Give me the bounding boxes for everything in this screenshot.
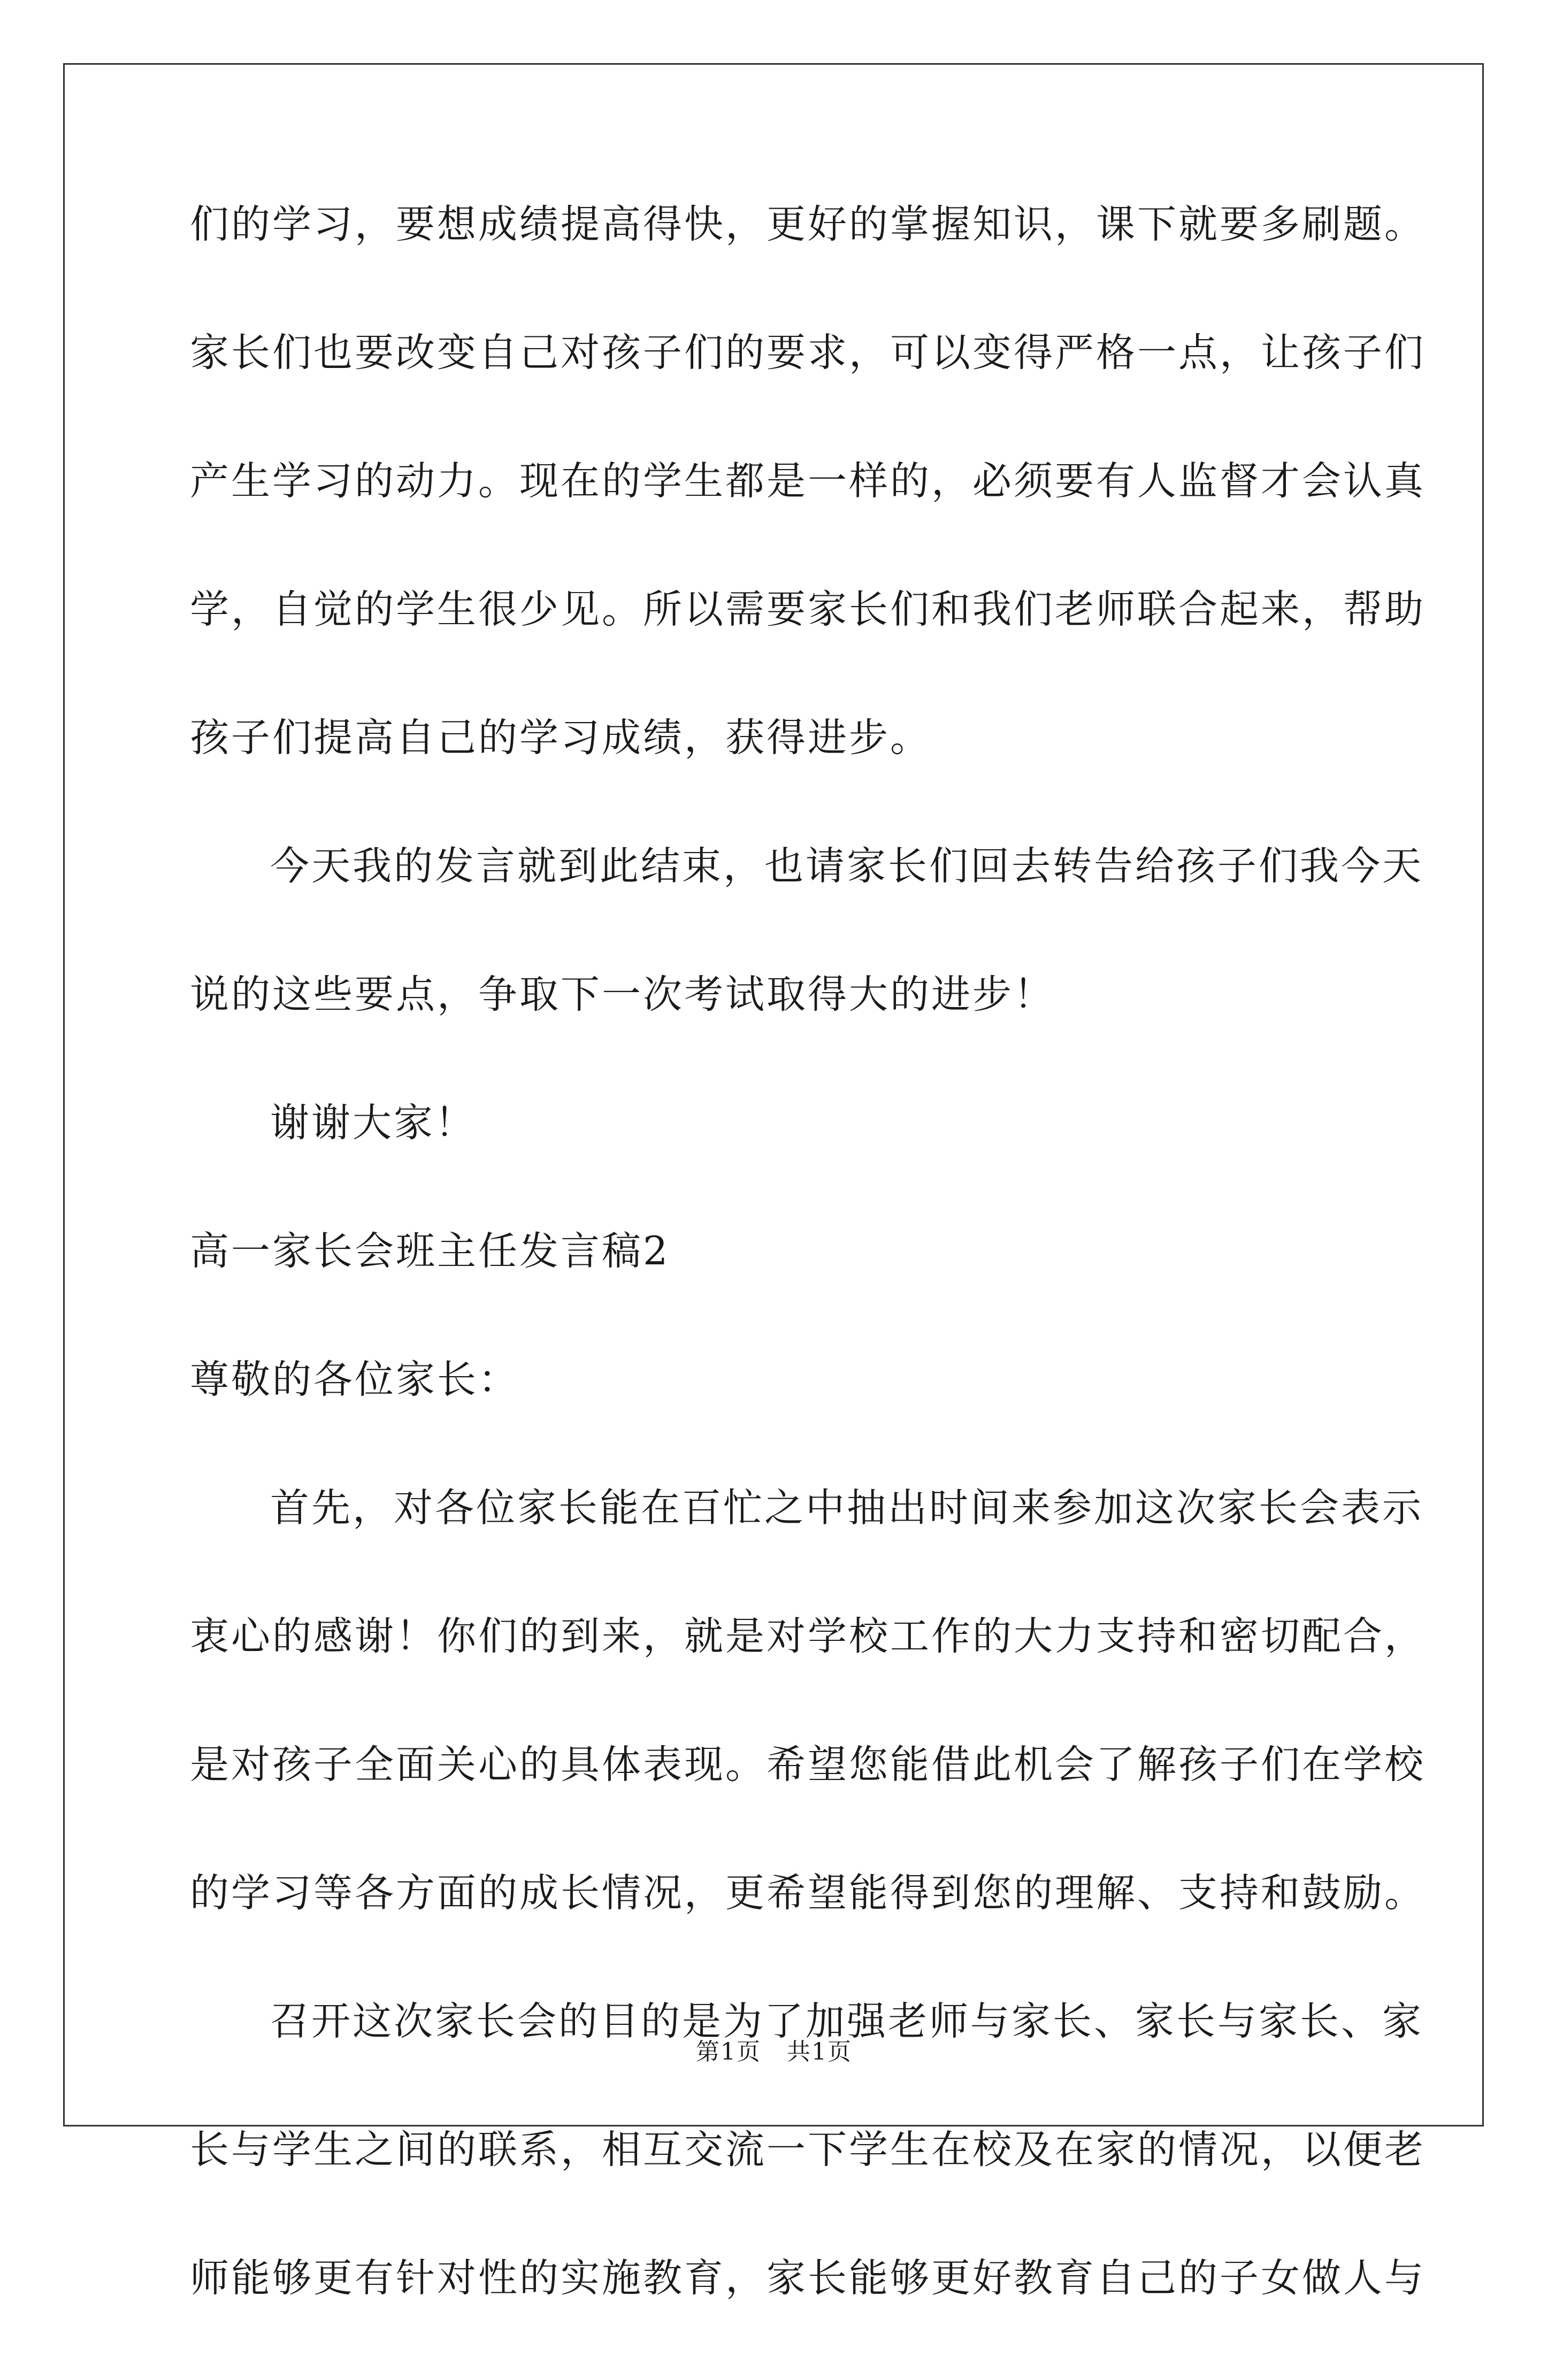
text-line: 召开这次家长会的目的是为了加强老师与家长、家长与家长、家: [270, 1999, 1423, 2044]
text-line: 学，自觉的学生很少见。所以需要家长们和我们老师联合起来，帮助: [190, 587, 1426, 632]
text-line: 家长们也要改变自己对孩子们的要求，可以变得严格一点，让孩子们: [190, 330, 1426, 375]
text-line: 首先，对各位家长能在百忙之中抽出时间来参加这次家长会表示: [270, 1485, 1423, 1531]
text-line: 衷心的感谢！你们的到来，就是对学校工作的大力支持和密切配合，: [190, 1614, 1426, 1659]
text-line: 谢谢大家！: [270, 1100, 476, 1146]
text-line: 产生学习的动力。现在的学生都是一样的，必须要有人监督才会认真: [190, 458, 1426, 504]
text-line: 说的这些要点，争取下一次考试取得大的进步！: [190, 972, 1055, 1017]
page-number-footer: 第1页 共1页: [696, 2038, 852, 2066]
text-line: 们的学习，要想成绩提高得快，更好的掌握知识，课下就要多刷题。: [190, 202, 1426, 247]
text-line: 长与学生之间的联系，相互交流一下学生在校及在家的情况，以便老: [190, 2127, 1426, 2172]
text-line: 师能够更有针对性的实施教育，家长能够更好教育自己的子女做人与: [190, 2255, 1426, 2301]
text-line: 的学习等各方面的成长情况，更希望能得到您的理解、支持和鼓励。: [190, 1870, 1426, 1916]
text-line: 孩子们提高自己的学习成绩，获得进步。: [190, 715, 931, 761]
section-heading: 高一家长会班主任发言稿2: [190, 1229, 670, 1274]
text-line: 是对孩子全面关心的具体表现。希望您能借此机会了解孩子们在学校: [190, 1742, 1426, 1787]
text-line: 今天我的发言就到此结束，也请家长们回去转告给孩子们我今天: [270, 843, 1423, 889]
salutation: 尊敬的各位家长：: [190, 1357, 519, 1402]
